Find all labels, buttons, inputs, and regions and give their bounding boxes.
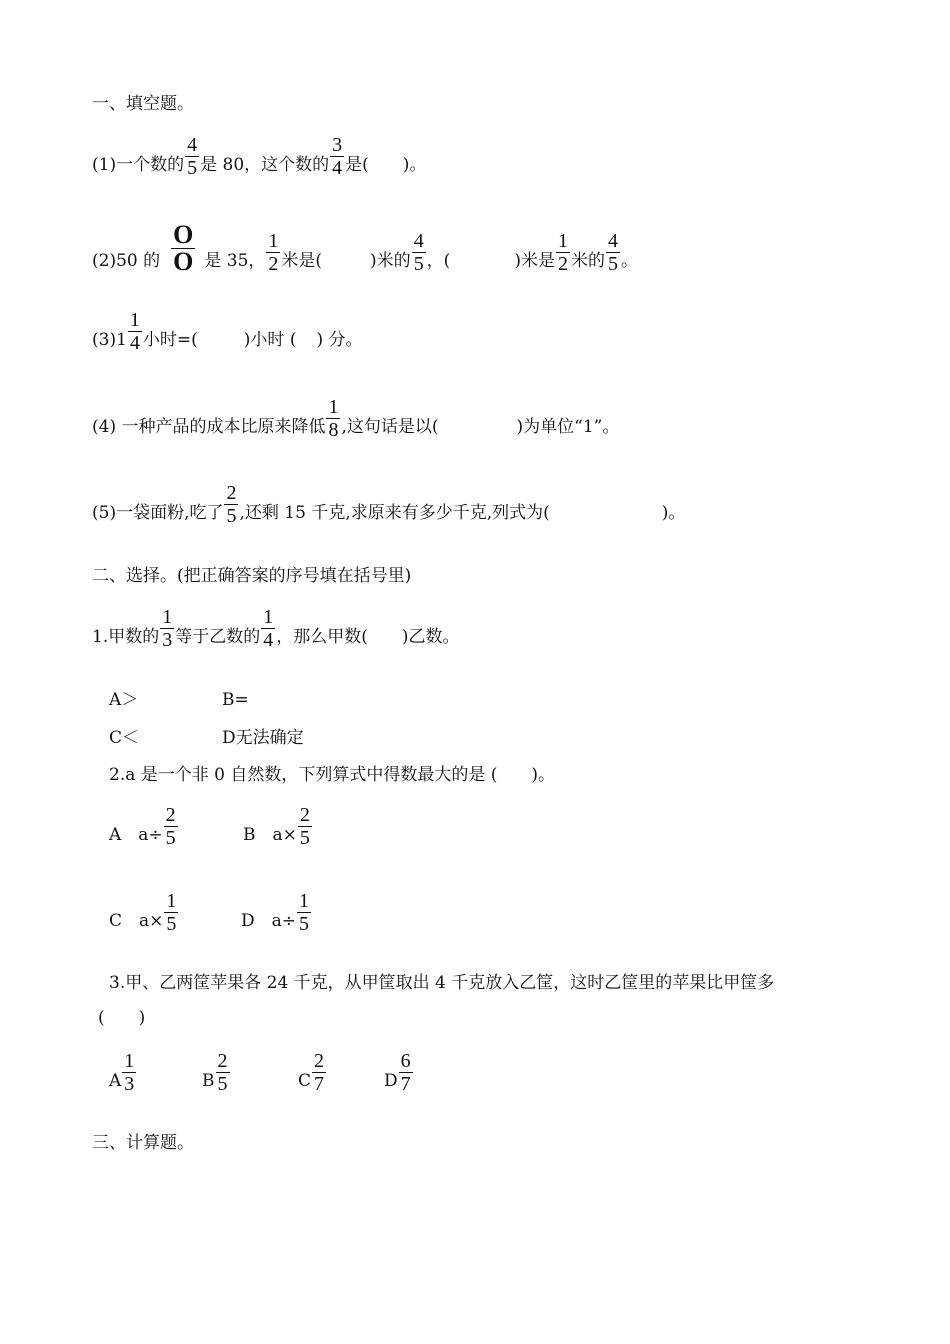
- q2-3-option-b: B $\frac{2}{5}$: [202, 1050, 228, 1095]
- fraction: $\frac{1}{3}$: [162, 606, 173, 651]
- q2-2-option-b: B a× $\frac{2}{5}$: [243, 804, 310, 849]
- q2-3-option-c: C $\frac{2}{7}$: [298, 1050, 325, 1095]
- q2-2: 2.a 是一个非 0 自然数，下列算式中得数最大的是 ( )。: [109, 765, 556, 785]
- q2-2-option-a: A a÷ $\frac{2}{5}$: [109, 804, 176, 849]
- fraction: $\frac{3}{4}$: [332, 134, 343, 179]
- fraction: $\frac{2}{5}$: [226, 482, 237, 527]
- q2-3-option-d: D $\frac{6}{7}$: [384, 1050, 411, 1095]
- fraction: $\frac{2}{5}$: [165, 804, 176, 849]
- fraction: $\frac{1}{2}$: [268, 230, 279, 275]
- fraction: $\frac{2}{7}$: [314, 1050, 325, 1095]
- q2-1-option-a: A＞: [109, 690, 139, 710]
- q2-1: 1.甲数的 $\frac{1}{3}$ 等于乙数的 $\frac{1}{4}$ ，那么甲数( )乙数。: [92, 606, 460, 651]
- blank-fraction: $\frac{O}{O}$: [173, 220, 194, 276]
- q1-4: (4) 一种产品的成本比原来降低 $\frac{1}{8}$ ,这句话是以( )为单位“1”。: [92, 396, 620, 441]
- q1-5: (5)一袋面粉,吃了 $\frac{2}{5}$ ,还剩 15 千克,求原来有多少千克,列式为( )。: [92, 482, 686, 527]
- fraction: $\frac{4}{5}$: [413, 230, 424, 275]
- fraction: $\frac{1}{2}$: [557, 230, 568, 275]
- section3-title: 三、计算题。: [92, 1133, 194, 1153]
- fraction: $\frac{4}{5}$: [187, 134, 198, 179]
- q2-1-option-c: C＜: [109, 728, 140, 748]
- fraction: $\frac{2}{5}$: [299, 804, 310, 849]
- fraction: $\frac{1}{5}$: [166, 890, 177, 935]
- fraction: $\frac{1}{4}$: [129, 309, 140, 354]
- fraction: $\frac{1}{5}$: [299, 890, 310, 935]
- q2-3-paren: ( ): [98, 1008, 146, 1028]
- section2-title: 二、选择。(把正确答案的序号填在括号里): [92, 566, 412, 586]
- q2-1-option-b: B=: [222, 690, 249, 710]
- section1-title: 一、填空题。: [92, 94, 194, 114]
- fraction: $\frac{1}{4}$: [263, 606, 274, 651]
- q2-1-option-d: D无法确定: [222, 728, 304, 748]
- q2-2-option-c: C a× $\frac{1}{5}$: [109, 890, 177, 935]
- fraction: $\frac{6}{7}$: [400, 1050, 411, 1095]
- q2-3-option-a: A $\frac{1}{3}$: [109, 1050, 135, 1095]
- q1-3: (3)1 $\frac{1}{4}$ 小时=( )小时 ( ) 分。: [92, 309, 363, 354]
- fraction: $\frac{1}{8}$: [328, 396, 339, 441]
- q1-2: (2)50 的 $\frac{O}{O}$ 是 35， $\frac{1}{2}$ 米是( )米的 $\frac{4}{5}$ ，( )米是 $\frac{1}{2}$ 米的 $\frac{4}{5}$ 。: [92, 220, 638, 276]
- q2-3: 3.甲、乙两筐苹果各 24 千克，从甲筐取出 4 千克放入乙筐，这时乙筐里的苹果比甲筐多: [109, 973, 775, 993]
- q2-2-option-d: D a÷ $\frac{1}{5}$: [241, 890, 310, 935]
- fraction: $\frac{2}{5}$: [217, 1050, 228, 1095]
- q1-1: (1)一个数的 $\frac{4}{5}$ 是 80，这个数的 $\frac{3}{4}$ 是( )。: [92, 134, 427, 179]
- fraction: $\frac{1}{3}$: [124, 1050, 135, 1095]
- fraction: $\frac{4}{5}$: [607, 230, 618, 275]
